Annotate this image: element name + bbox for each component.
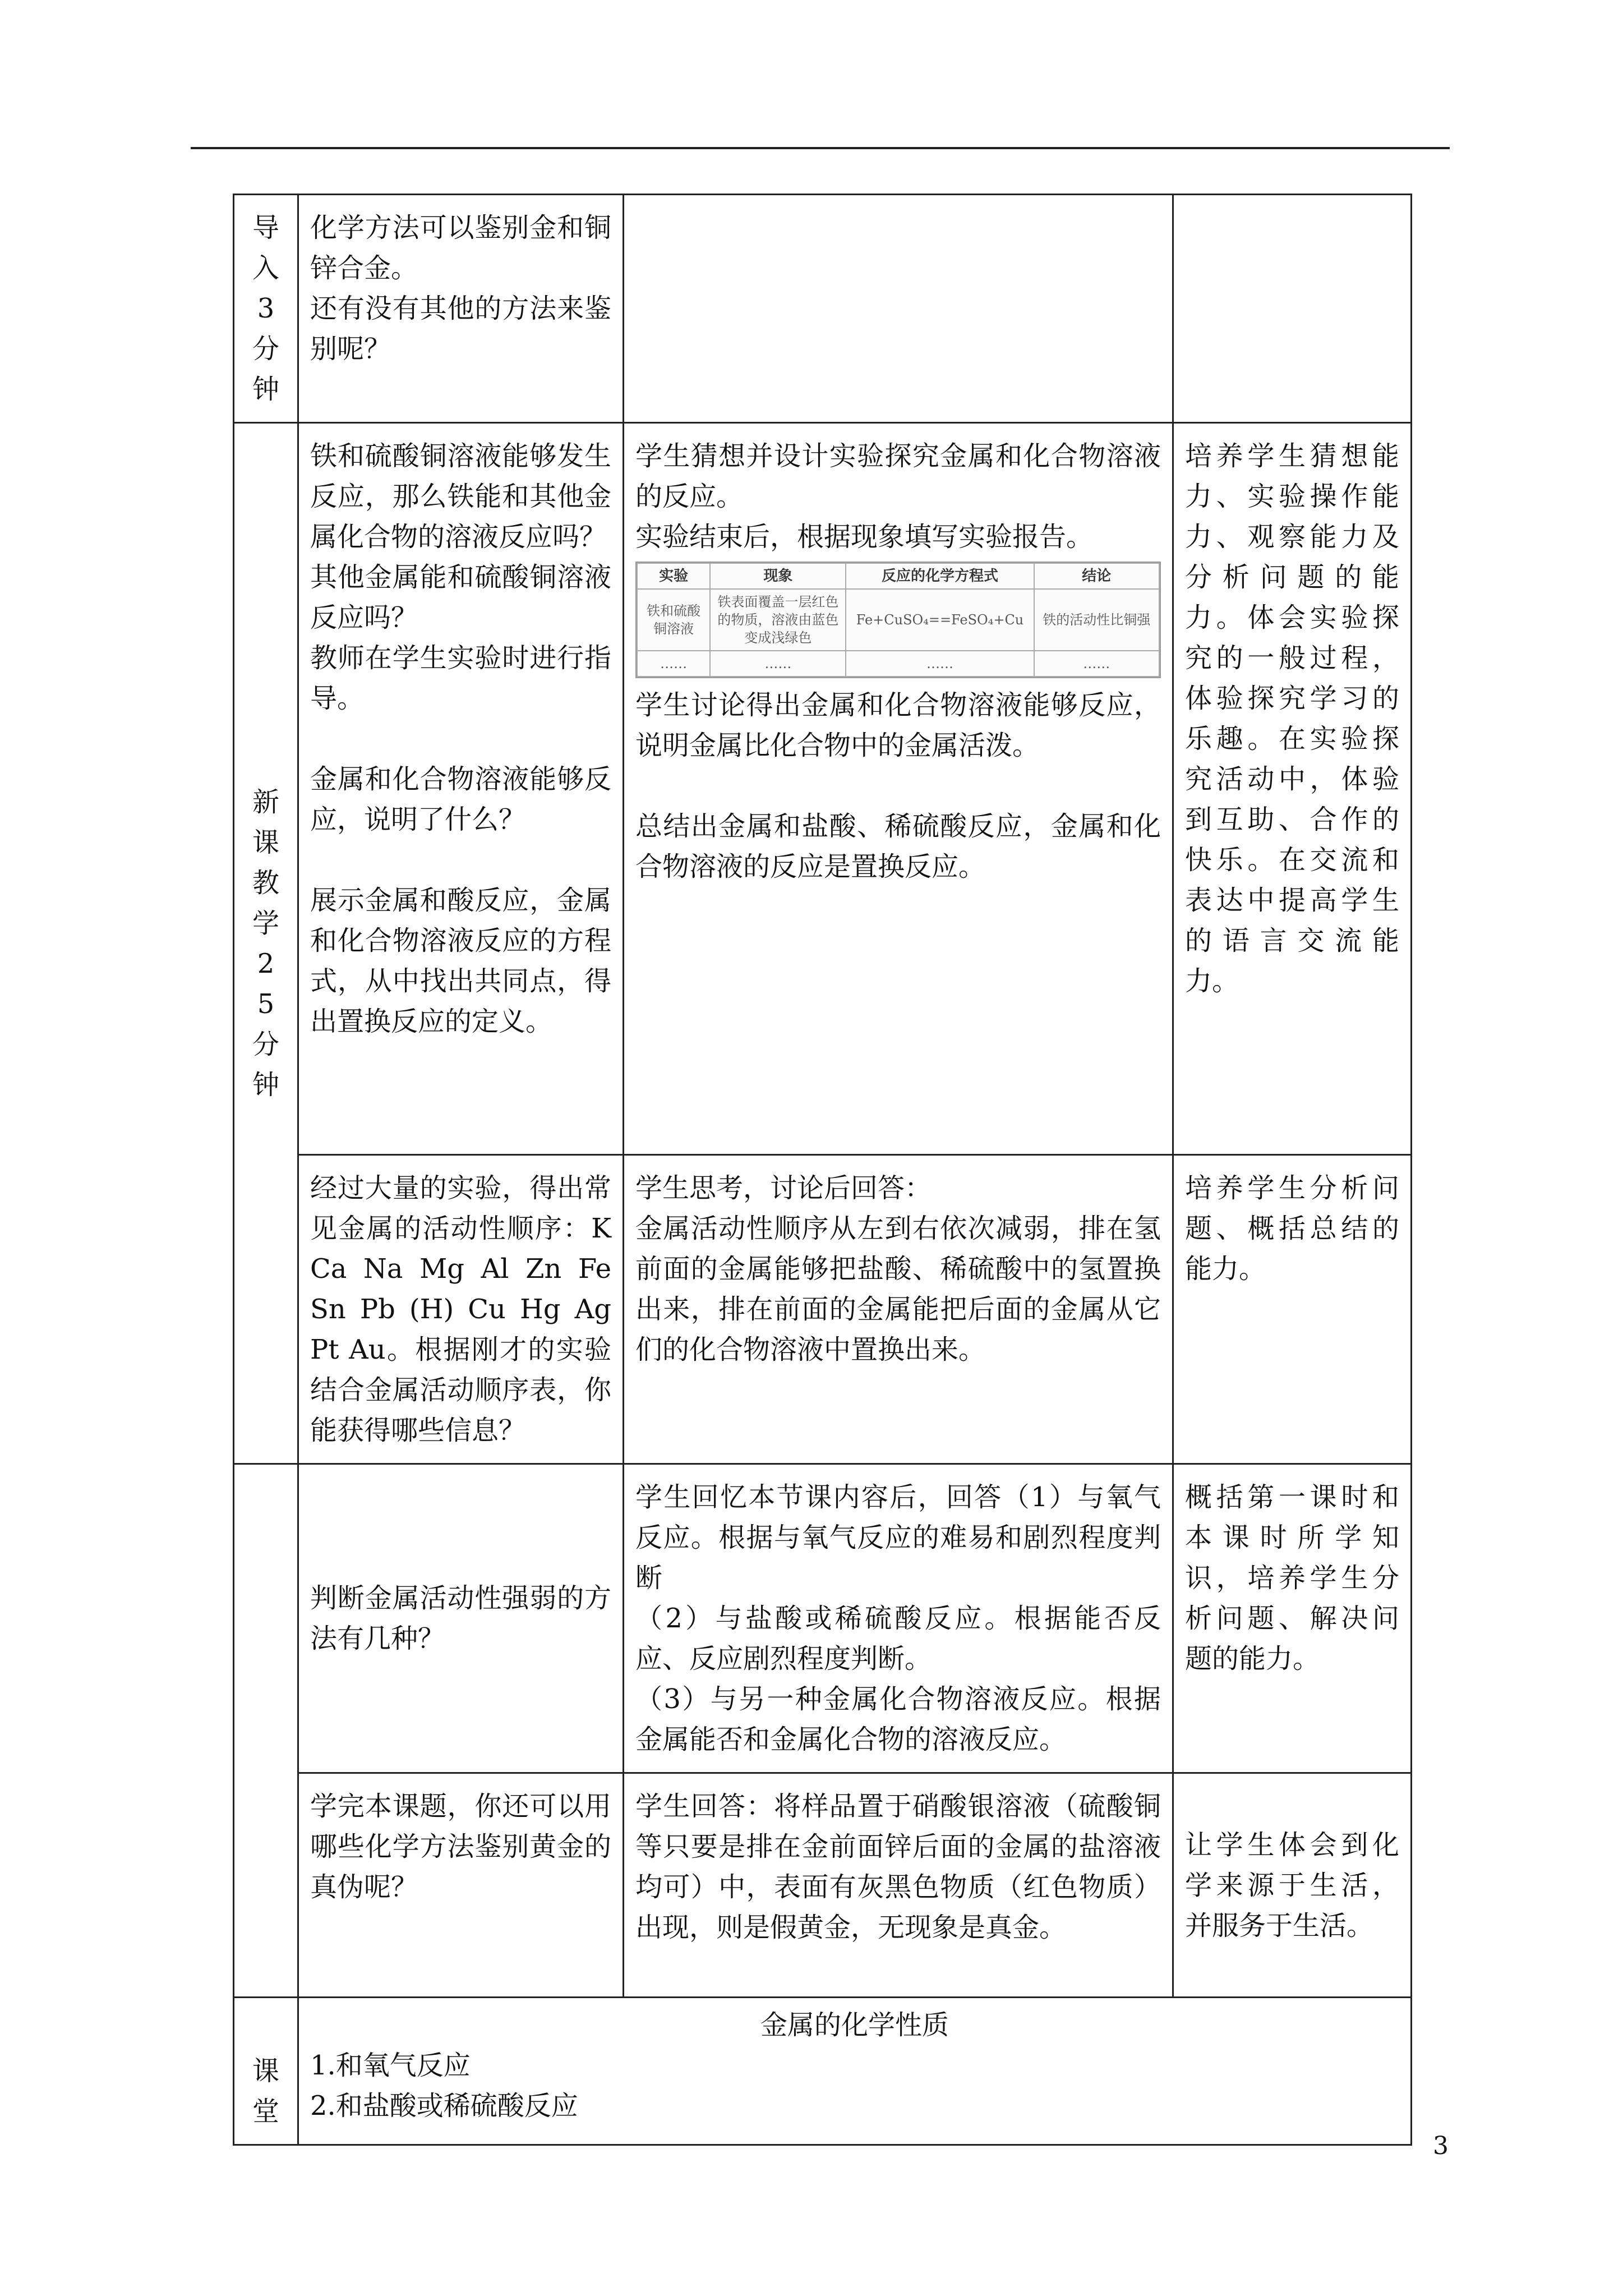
student-activity-cell xyxy=(624,195,1173,423)
teacher-activity-cell xyxy=(298,423,624,1155)
spacer xyxy=(310,719,611,759)
row-new-lesson-4 xyxy=(234,1773,1412,1998)
stage-label: 新课教学25分钟 xyxy=(252,786,280,1101)
student-text: 实验结束后，根据现象填写实验报告。 xyxy=(635,521,1094,553)
student-text: 学生回答：将样品置于硝酸银溶液（硫酸铜等只要是排在金前面锌后面的金属的盐溶液均可）中，表面有灰黑色物质（红色物质）出现，则是假黄金，无现象是真金。 xyxy=(635,1791,1161,1943)
design-intent-cell xyxy=(1173,1464,1412,1773)
report-cell: …… xyxy=(637,651,710,677)
report-cell: 铁的活动性比铜强 xyxy=(1034,589,1159,651)
design-intent-cell xyxy=(1173,423,1412,1155)
student-text: 总结出金属和盐酸、稀硫酸反应，金属和化合物溶液的反应是置换反应。 xyxy=(635,811,1161,882)
teacher-text: 展示金属和酸反应，金属和化合物溶液反应的方程式，从中找出共同点，得出置换反应的定义。 xyxy=(310,885,611,1037)
teacher-activity-cell xyxy=(298,1773,624,1998)
report-header: 结论 xyxy=(1034,563,1159,589)
stage-cell xyxy=(234,423,298,1464)
teacher-activity-cell xyxy=(298,1464,624,1773)
row-summary xyxy=(234,1998,1412,2145)
stage-label: 导入3分钟 xyxy=(252,212,280,405)
lesson-plan-table xyxy=(233,194,1412,2146)
stage-cell xyxy=(234,1464,298,1998)
teacher-activity-cell xyxy=(298,195,624,423)
report-header: 实验 xyxy=(637,563,710,589)
row-intro xyxy=(234,195,1412,423)
summary-item: 1.和氧气反应 xyxy=(310,2050,471,2081)
teacher-text: 化学方法可以鉴别金和铜锌合金。 xyxy=(310,212,611,284)
report-cell: Fe+CuSO₄==FeSO₄+Cu xyxy=(846,589,1034,651)
student-activity-cell xyxy=(624,423,1173,1155)
teacher-text: 铁和硫酸铜溶液能够发生反应，那么铁能和其他金属化合物的溶液反应吗？ xyxy=(310,440,611,553)
report-header: 反应的化学方程式 xyxy=(846,563,1034,589)
report-cell: …… xyxy=(710,651,846,677)
student-text: （3）与另一种金属化合物溶液反应。根据金属能否和金属化合物的溶液反应。 xyxy=(635,1683,1161,1755)
teacher-text: 教师在学生实验时进行指导。 xyxy=(310,642,611,714)
stage-cell xyxy=(234,195,298,423)
teacher-text: 学完本课题，你还可以用哪些化学方法鉴别黄金的真伪呢？ xyxy=(310,1791,611,1903)
experiment-report-image xyxy=(635,562,1161,678)
teacher-activity-cell xyxy=(298,1155,624,1464)
row-new-lesson-1 xyxy=(234,423,1412,1155)
header-rule xyxy=(191,147,1450,149)
spacer xyxy=(635,766,1161,806)
summary-title: 金属的化学性质 xyxy=(760,2009,949,2041)
teacher-text: 金属和化合物溶液能够反应，说明了什么？ xyxy=(310,763,611,835)
summary-cell xyxy=(298,1998,1412,2145)
row-new-lesson-3 xyxy=(234,1464,1412,1773)
row-new-lesson-2 xyxy=(234,1155,1412,1464)
student-activity-cell xyxy=(624,1464,1173,1773)
teacher-text: 经过大量的实验，得出常见金属的活动性顺序：K Ca Na Mg Al Zn Fe Sn Pb (H) Cu Hg Ag Pt Au。根据刚才的实验结合金属活动顺序表，你能获得哪些信息？ xyxy=(310,1172,611,1446)
spacer xyxy=(310,840,611,880)
design-intent-cell xyxy=(1173,1773,1412,1998)
report-cell: 铁表面覆盖一层红色的物质，溶液由蓝色变成浅绿色 xyxy=(710,589,846,651)
report-cell: …… xyxy=(1034,651,1159,677)
teacher-text: 还有没有其他的方法来鉴别呢？ xyxy=(310,293,611,365)
report-cell: …… xyxy=(846,651,1034,677)
page-number: 3 xyxy=(1433,2132,1449,2160)
intent-text: 概括第一课时和本课时所学知识，培养学生分析问题、解决问题的能力。 xyxy=(1185,1481,1399,1674)
student-text: 学生回忆本节课内容后，回答（1）与氧气反应。根据与氧气反应的难易和剧烈程度判断 xyxy=(635,1481,1161,1594)
stage-label: 课堂 xyxy=(252,2055,280,2127)
student-text: 金属活动性顺序从左到右依次减弱，排在氢前面的金属能够把盐酸、稀硫酸中的氢置换出来，排在前面的金属能把后面的金属从它们的化合物溶液中置换出来。 xyxy=(635,1213,1161,1365)
report-header-row xyxy=(637,563,1159,589)
student-activity-cell xyxy=(624,1773,1173,1998)
teacher-text: 判断金属活动性强弱的方法有几种？ xyxy=(310,1582,611,1654)
report-row xyxy=(637,651,1159,677)
design-intent-cell xyxy=(1173,195,1412,423)
report-row xyxy=(637,589,1159,651)
report-header: 现象 xyxy=(710,563,846,589)
student-text: （2）与盐酸或稀硫酸反应。根据能否反应、反应剧烈程度判断。 xyxy=(635,1603,1161,1674)
student-text: 学生猜想并设计实验探究金属和化合物溶液的反应。 xyxy=(635,440,1161,512)
student-text: 学生讨论得出金属和化合物溶液能够反应，说明金属比化合物中的金属活泼。 xyxy=(635,689,1161,761)
design-intent-cell xyxy=(1173,1155,1412,1464)
student-activity-cell xyxy=(624,1155,1173,1464)
intent-text: 培养学生分析问题、概括总结的能力。 xyxy=(1185,1172,1399,1285)
summary-item: 2.和盐酸或稀硫酸反应 xyxy=(310,2090,578,2122)
stage-cell xyxy=(234,1998,298,2145)
intent-text: 让学生体会到化学来源于生活，并服务于生活。 xyxy=(1185,1829,1399,1941)
intent-text: 培养学生猜想能力、实验操作能力、观察能力及分析问题的能力。体会实验探究的一般过程，体验探究学习的乐趣。在实验探究活动中，体验到互助、合作的快乐。在交流和表达中提高学生的语言交流能力。 xyxy=(1185,440,1399,997)
student-text: 学生思考，讨论后回答： xyxy=(635,1172,932,1204)
experiment-report-table xyxy=(637,563,1160,677)
report-cell: 铁和硫酸铜溶液 xyxy=(637,589,710,651)
teacher-text: 其他金属能和硫酸铜溶液反应吗？ xyxy=(310,562,611,633)
